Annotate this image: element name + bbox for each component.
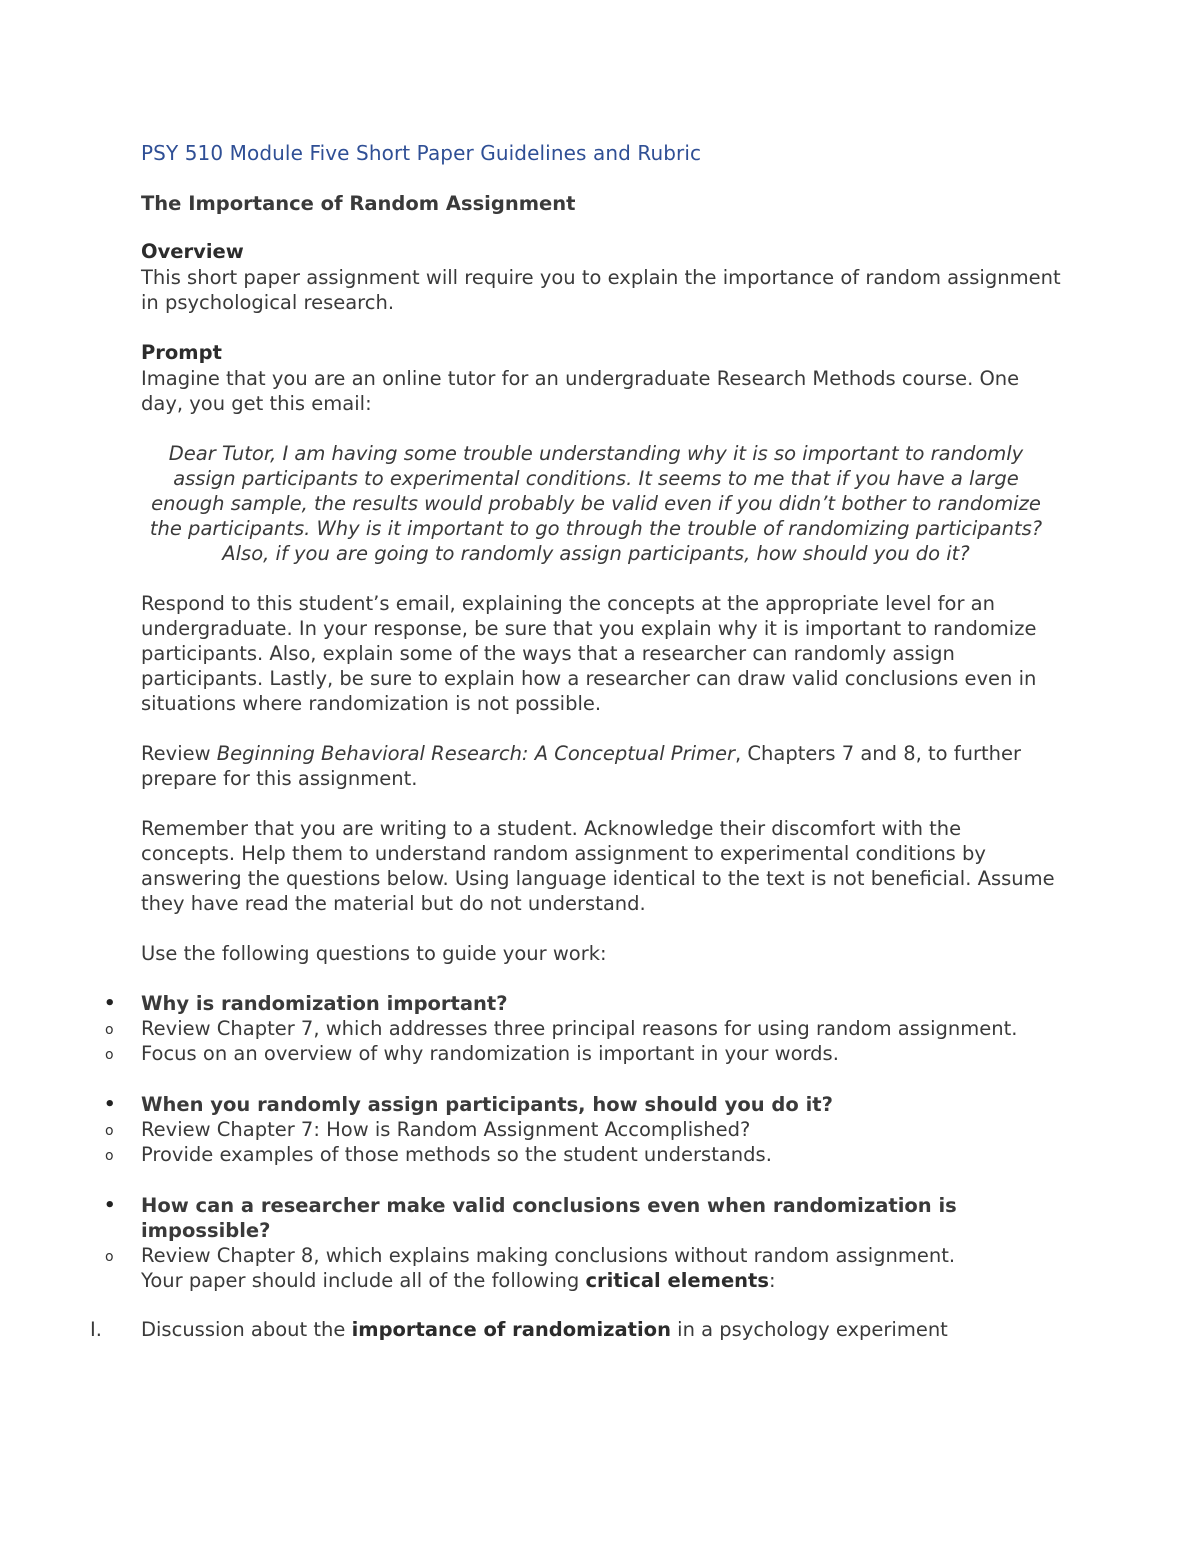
review-prefix: Review bbox=[141, 742, 217, 765]
overview-heading: Overview bbox=[141, 240, 244, 263]
document-content bbox=[90, 140, 1061, 1342]
sub-list bbox=[105, 1016, 1061, 1066]
sub-marker: o bbox=[105, 1148, 114, 1164]
sub-item bbox=[105, 1142, 1061, 1167]
guide-text: Use the following questions to guide your work: bbox=[141, 942, 607, 965]
question-text: How can a researcher make valid conclusions even when randomization is impossible? bbox=[141, 1194, 957, 1242]
element-prefix: Discussion about the bbox=[141, 1318, 352, 1341]
sub-marker: o bbox=[105, 1022, 114, 1038]
critical-elements-intro bbox=[141, 1268, 1061, 1293]
critical-suffix: : bbox=[768, 1269, 776, 1292]
respond-instructions: Respond to this student’s email, explaining the concepts at the appropriate level for an undergraduate. In your response, be sure that you explain why it is important to randomize participants. Also, explain some of the ways that a researcher can randomly assign participants. Lastly, be sure to explain how a researcher can draw valid conclusions even in situations where randomization is not possible. bbox=[141, 592, 1037, 715]
element-suffix: in a psychology experiment bbox=[670, 1318, 948, 1341]
element-bold: importance of randomization bbox=[351, 1318, 671, 1341]
guiding-question bbox=[104, 1193, 1061, 1268]
roman-numeral: I. bbox=[90, 1318, 102, 1341]
prompt-heading: Prompt bbox=[141, 341, 222, 364]
bullet-marker: • bbox=[104, 993, 116, 1014]
guiding-question bbox=[104, 991, 1061, 1066]
sub-list bbox=[105, 1243, 1061, 1268]
question-text: When you randomly assign participants, how should you do it? bbox=[141, 1093, 833, 1116]
sub-marker: o bbox=[105, 1123, 114, 1139]
sub-item bbox=[105, 1243, 1061, 1268]
review-suffix: , Chapters 7 and 8, to further prepare for this assignment. bbox=[141, 742, 1022, 790]
remember-instructions: Remember that you are writing to a student. Acknowledge their discomfort with the concepts. Help them to understand random assignment to experimental conditions by answering the questions below. Using language identical to the text is not beneficial. Assume they have read the material but do not understand. bbox=[141, 817, 1055, 915]
sub-item bbox=[105, 1016, 1061, 1041]
sub-item-text: Review Chapter 7: How is Random Assignment Accomplished? bbox=[141, 1118, 751, 1141]
document-subtitle: The Importance of Random Assignment bbox=[141, 192, 576, 215]
sub-item-text: Focus on an overview of why randomization is important in your words. bbox=[141, 1042, 839, 1065]
guiding-questions-list bbox=[104, 991, 1061, 1268]
bullet-marker: • bbox=[104, 1094, 116, 1115]
sub-item-text: Provide examples of those methods so the student understands. bbox=[141, 1143, 772, 1166]
critical-elements-label: critical elements bbox=[585, 1269, 769, 1292]
textbook-title: Beginning Behavioral Research: A Conceptual Primer bbox=[216, 742, 736, 765]
critical-prefix: Your paper should include all of the following bbox=[141, 1269, 586, 1292]
sub-item bbox=[105, 1041, 1061, 1066]
guiding-question bbox=[104, 1092, 1061, 1167]
bullet-marker: • bbox=[104, 1195, 116, 1216]
sub-marker: o bbox=[105, 1249, 114, 1265]
sub-marker: o bbox=[105, 1047, 114, 1063]
sub-item-text: Review Chapter 8, which explains making conclusions without random assignment. bbox=[141, 1244, 956, 1267]
overview-text: This short paper assignment will require you to explain the importance of random assignment in psychological research. bbox=[141, 266, 1061, 314]
prompt-intro: Imagine that you are an online tutor for an undergraduate Research Methods course. One day, you get this email: bbox=[141, 367, 1020, 415]
student-email-quote: Dear Tutor, I am having some trouble understanding why it is so important to randomly assign participants to experimental conditions. It seems to me that if you have a large enough sample, the results would probably be valid even if you didn’t bother to randomize the participants. Why is it important to go through the trouble of randomizing participants? Also, if you are going to randomly assign participants, how should you do it? bbox=[149, 442, 1043, 565]
critical-element-item bbox=[90, 1317, 1061, 1342]
review-reading bbox=[141, 741, 1061, 791]
question-text: Why is randomization important? bbox=[141, 992, 508, 1015]
document-title: PSY 510 Module Five Short Paper Guidelines and Rubric bbox=[141, 141, 702, 165]
sub-item-text: Review Chapter 7, which addresses three principal reasons for using random assignment. bbox=[141, 1017, 1018, 1040]
sub-list bbox=[105, 1117, 1061, 1167]
sub-item bbox=[105, 1117, 1061, 1142]
